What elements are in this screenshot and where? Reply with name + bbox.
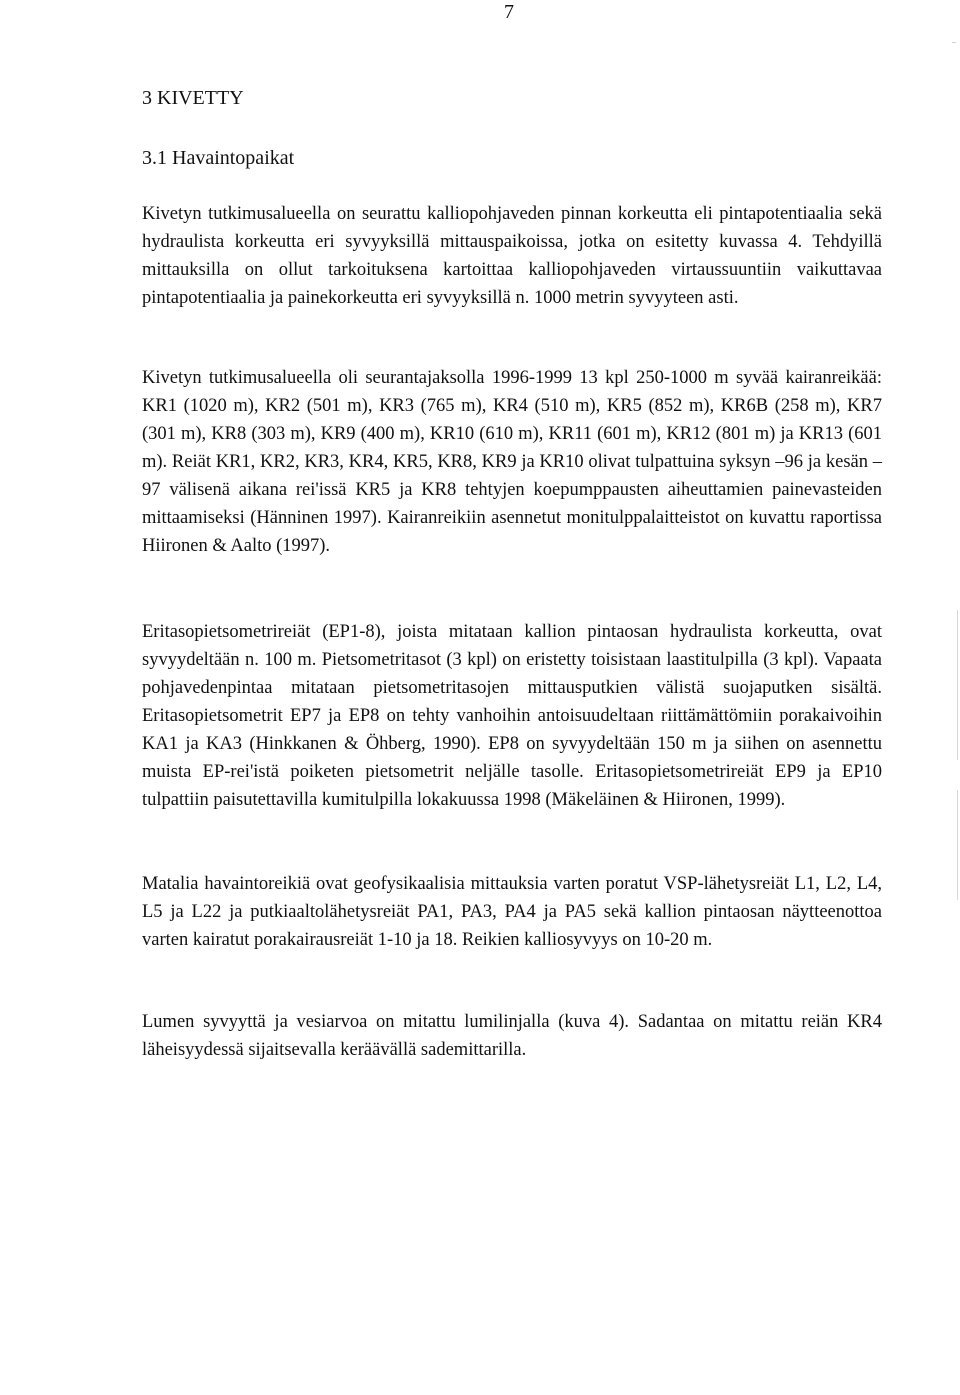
- paragraph-shallow-holes: Matalia havaintoreikiä ovat geofysikaalisia mittauksia varten poratut VSP-lähetysreiät L1, L2, L4, L5 ja L22 ja putkiaaltolähetysreiät PA1, PA3, PA4 ja PA5 sekä kallion pintaosan näytteenottoa varten kairatut porakairausreiät 1-10 ja 18. Reikien kalliosyvyys on 10-20 m.: [142, 874, 882, 950]
- paragraph-piezometers: Eritasopietsometrireiät (EP1-8), joista mitataan kallion pintaosan hydraulista korkeutta, ovat syvyydeltään n. 100 m. Pietsometritasot (3 kpl) on eristetty toisistaan laastitulpilla (3 kpl). Vapaata pohjavedenpintaa mitataan pietsometritasojen mittausputkien välistä suojaputken sisältä. Eritasopietsometrit EP7 ja EP8 on tehty vanhoihin antoisuudeltaan riittämättömiin porakaivoihin KA1 ja KA3 (Hinkkanen & Öhberg, 1990). EP8 on syvyydeltään 150 m ja siihen on asennettu muista EP-rei'istä poiketen pietsometrit neljälle tasolle. Eritasopietsometrireiät EP9 ja EP10 tulpattiin paisutettavilla kumitulpilla lokakuussa 1998 (Mäkeläinen & Hiironen, 1999).: [142, 622, 882, 810]
- scan-edge-line: [957, 790, 958, 900]
- chapter-heading: 3 KIVETTY: [142, 87, 244, 109]
- scan-edge-line: [957, 610, 958, 760]
- paragraph-snow-and-rain: Lumen syvyyttä ja vesiarvoa on mitattu lumilinjalla (kuva 4). Sadantaa on mitattu reiän KR4 läheisyydessä sijaitsevalla keräävällä sademittarilla.: [142, 1012, 882, 1060]
- paragraph-boreholes: Kivetyn tutkimusalueella oli seurantajaksolla 1996-1999 13 kpl 250-1000 m syvää kairanreikää: KR1 (1020 m), KR2 (501 m), KR3 (765 m), KR4 (510 m), KR5 (852 m), KR6B (258 m), KR7 (301 m), KR8 (303 m), KR9 (400 m), KR10 (610 m), KR11 (601 m), KR12 (801 m) ja KR13 (601 m). Reiät KR1, KR2, KR3, KR4, KR5, KR8, KR9 ja KR10 olivat tulpattuina syksyn –96 ja kesän –97 välisenä aikana rei'issä KR5 ja KR8 tehtyjen koepumppausten aiheuttamien painevasteiden mittaamiseksi (Hänninen 1997). Kairanreikiin asennetut monitulppalaitteistot on kuvattu raportissa Hiironen & Aalto (1997).: [142, 368, 882, 556]
- page-number: 7: [504, 1, 514, 23]
- paragraph-measurement-overview: Kivetyn tutkimusalueella on seurattu kalliopohjaveden pinnan korkeutta eli pintapotentiaalia sekä hydraulista korkeutta eri syvyyksillä mittauspaikoissa, jotka on esitetty kuvassa 4. Tehdyillä mittauksilla on ollut tarkoituksena kartoittaa kalliopohjaveden virtaussuuntiin vaikuttavaa pintapotentiaalia ja painekorkeutta eri syvyyksillä n. 1000 metrin syvyyteen asti.: [142, 204, 882, 308]
- section-heading: 3.1 Havaintopaikat: [142, 147, 295, 169]
- scan-mark: [952, 42, 956, 43]
